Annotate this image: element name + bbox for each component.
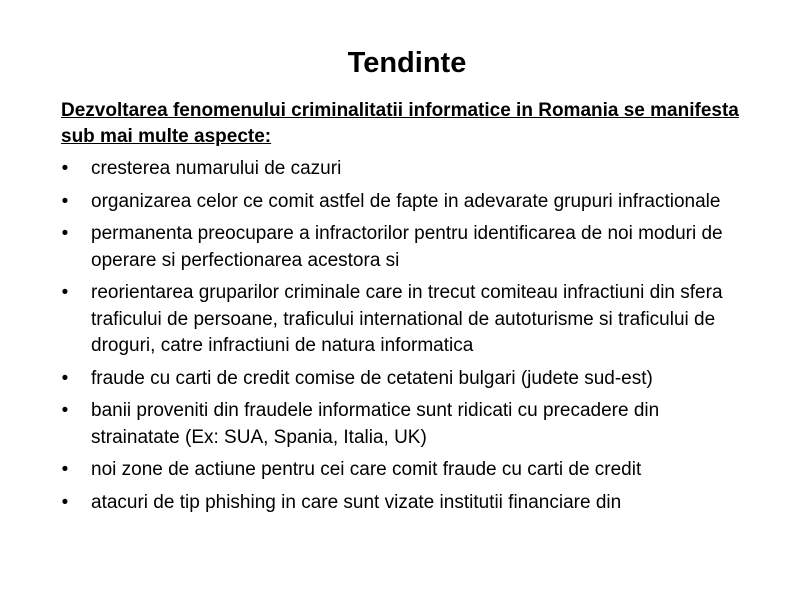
bullet-icon: • <box>61 367 69 389</box>
bullet-text: reorientarea gruparilor criminale care in trecut comiteau infractiuni din sfera traficului de persoane, traficului international de autoturisme si traficului de droguri, catre infractiuni de natura informatica <box>91 282 723 356</box>
bullet-text: permanenta preocupare a infractorilor pentru identificarea de noi moduri de operare si perfectionarea acestora si <box>91 223 723 271</box>
bullet-item <box>0 457 800 484</box>
bullet-item <box>0 490 800 517</box>
bullet-item <box>0 398 800 451</box>
bullet-text: fraude cu carti de credit comise de cetateni bulgari (judete sud-est) <box>91 367 653 389</box>
bullet-icon: • <box>61 158 69 179</box>
bullet-item <box>0 221 800 274</box>
bullet-text: banii proveniti din fraudele informatice sunt ridicati cu precadere din strainatate (Ex: SUA, Spania, Italia, UK) <box>91 400 660 448</box>
bullet-icon: • <box>61 282 69 303</box>
slide-title: Tendinte <box>347 47 467 79</box>
bullet-item <box>0 156 800 183</box>
bullet-icon: • <box>61 459 69 480</box>
bullet-icon: • <box>61 190 69 212</box>
bullet-item <box>0 366 800 393</box>
bullet-icon: • <box>61 491 69 513</box>
bullet-text: atacuri de tip phishing in care sunt vizate institutii financiare din <box>91 491 622 513</box>
bullet-icon: • <box>61 400 69 421</box>
bullet-icon: • <box>61 223 69 244</box>
bullet-text: organizarea celor ce comit astfel de fapte in adevarate grupuri infractionale <box>91 190 721 212</box>
bullet-list <box>0 156 800 522</box>
slide-intro: Dezvoltarea fenomenului criminalitatii informatice in Romania se manifesta sub mai multe aspecte: <box>61 100 739 147</box>
bullet-item <box>0 189 800 216</box>
bullet-text: noi zone de actiune pentru cei care comit fraude cu carti de credit <box>91 459 642 480</box>
bullet-text: cresterea numarului de cazuri <box>91 158 342 179</box>
bullet-item <box>0 280 800 360</box>
